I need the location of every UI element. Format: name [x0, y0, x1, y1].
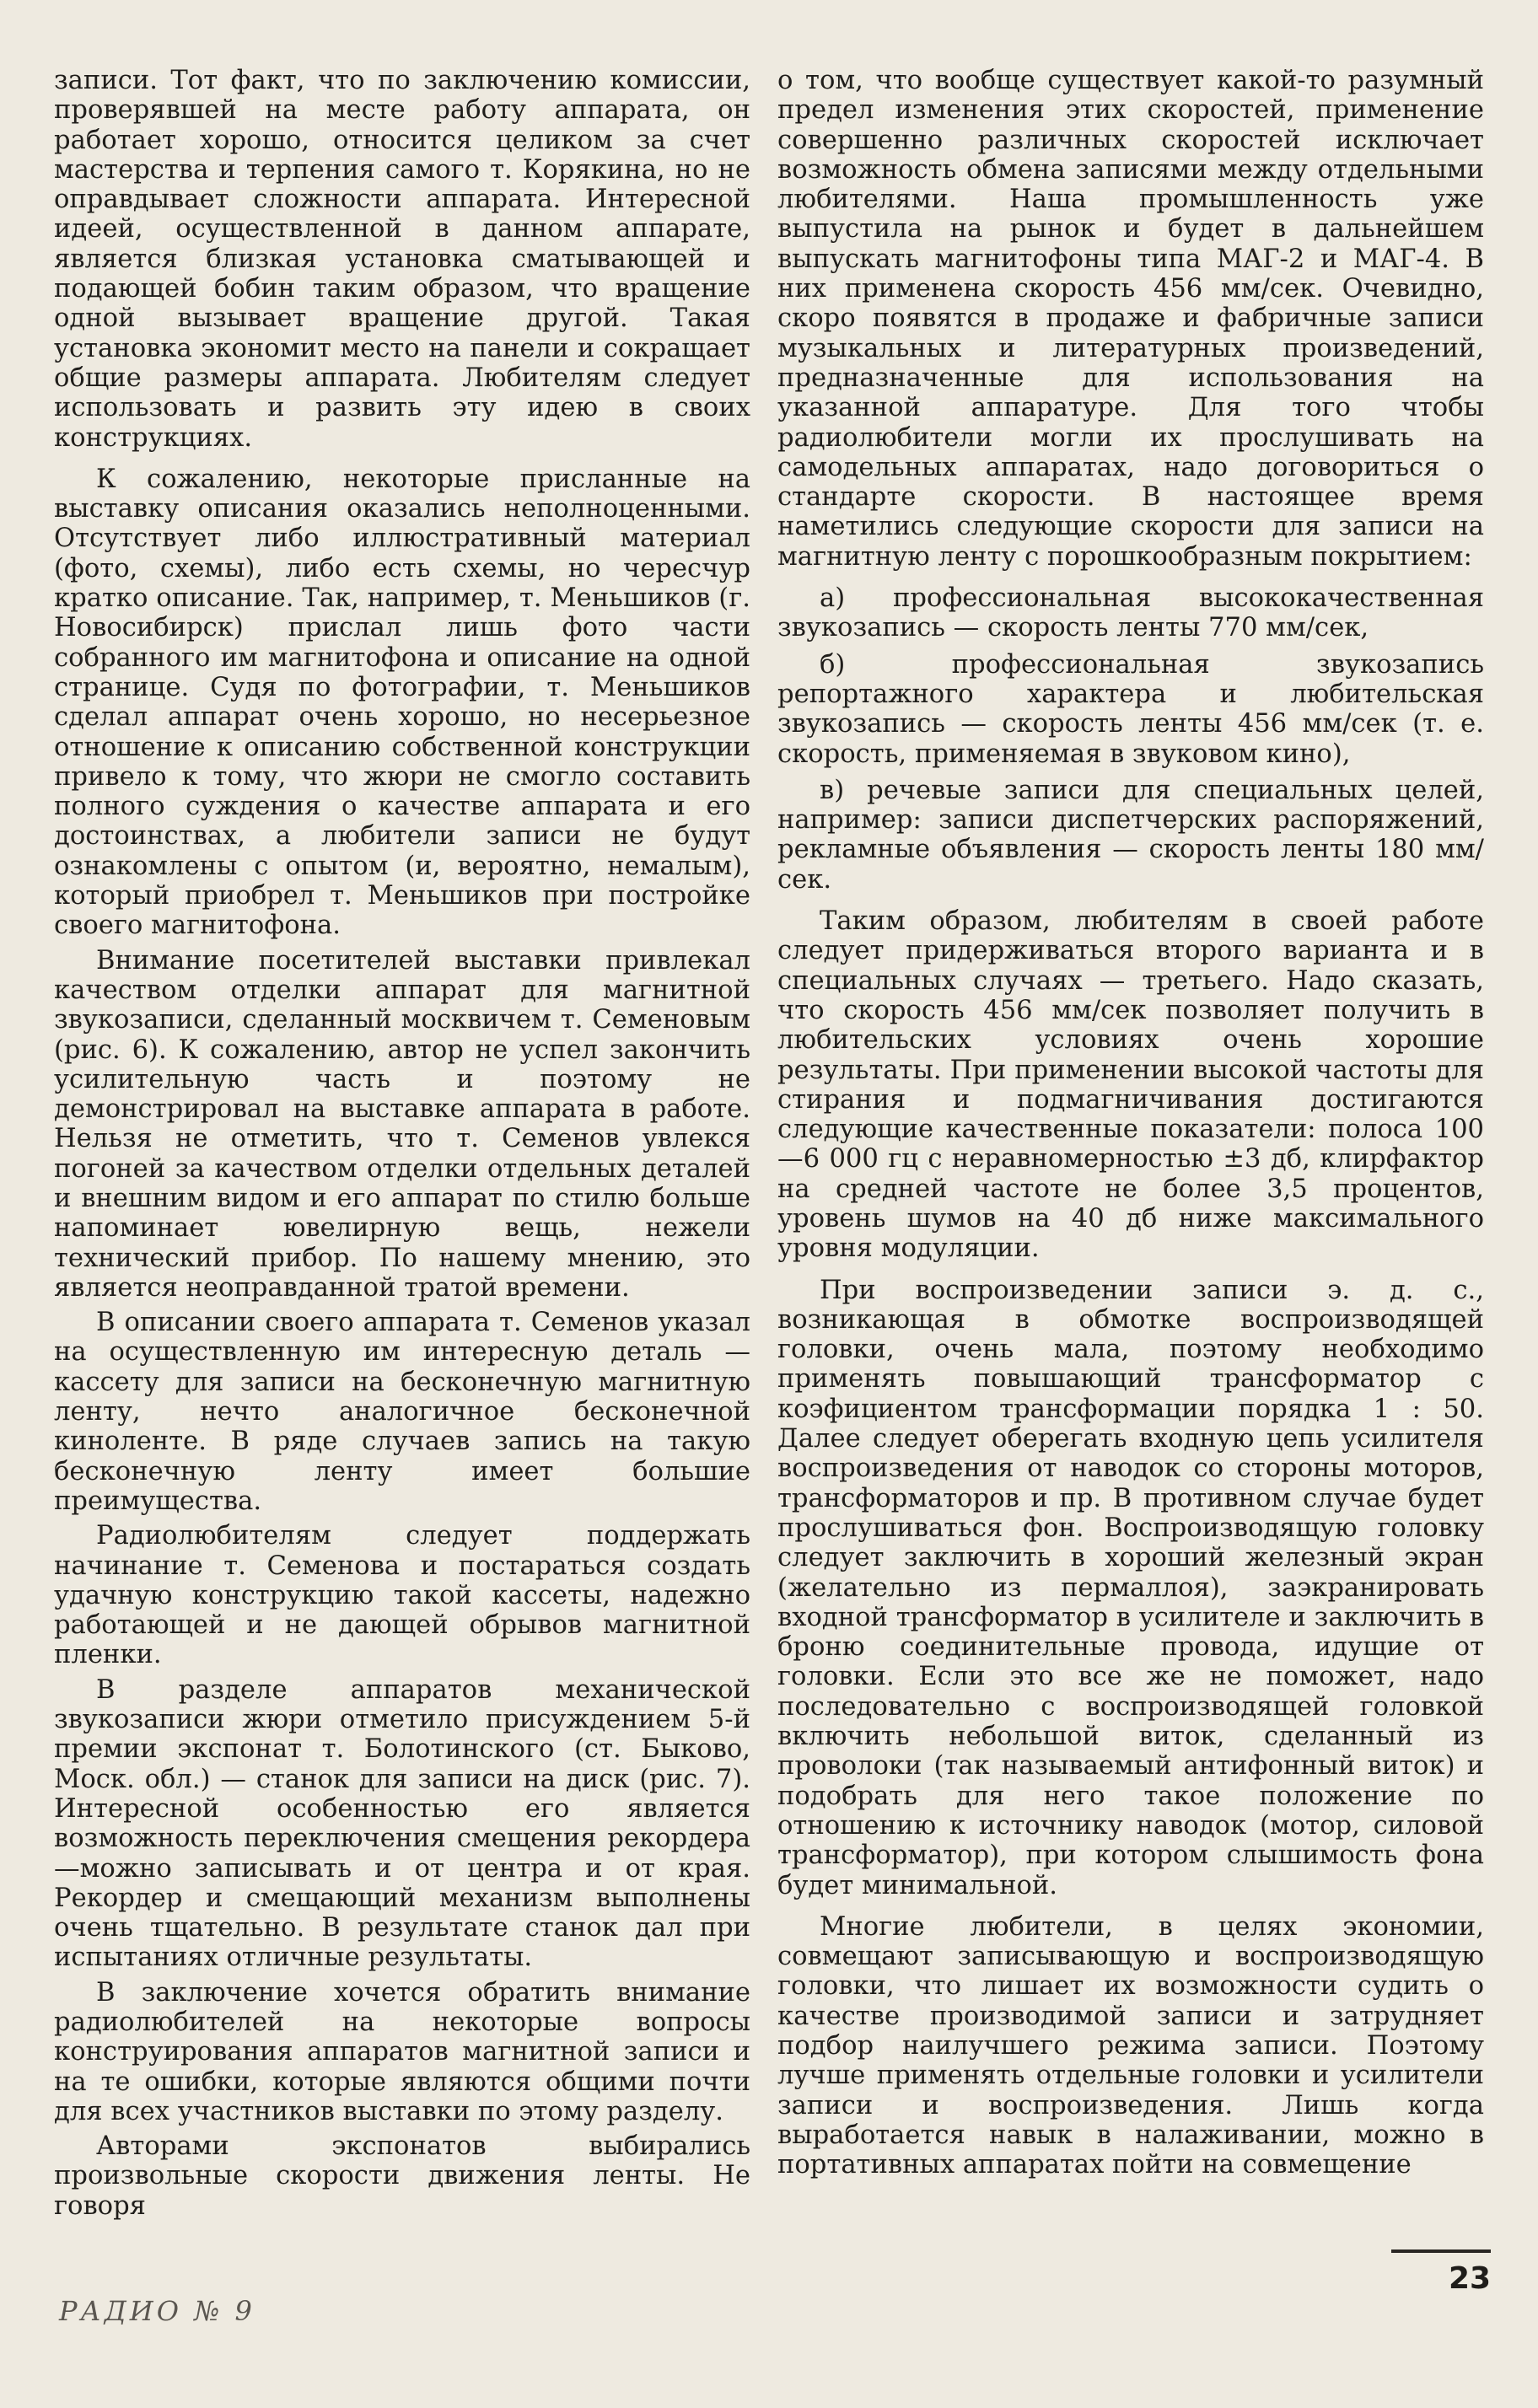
page-number: 23 — [1449, 2261, 1492, 2296]
list-item: в) речевые записи для специальных целей, например: записи диспетчерских распоряжений, рекламные объявления — скорость ленты 180 мм/сек. — [777, 775, 1484, 895]
page-number-rule — [1391, 2249, 1491, 2253]
paragraph: К сожалению, некоторые присланные на выставку описания оказались неполноценными. Отсутствует либо иллюстративный материал (фото, схемы), либо есть схемы, но чересчур кратко описание. Так, например, т. Меньшиков (г. Новосибирск) прислал лишь фото части собранного им магнитофона и описание на одной странице. Судя по фотографии, т. Меньшиков сделал аппарат очень хорошо, но несерьезное отношение к описанию собственной конструкции привело к тому, что жюри не смогло составить полного суждения о качестве аппарата и его достоинствах, а любители записи не будут ознакомлены с опытом (и, вероятно, немалым), который приобрел т. Меньшиков при постройке своего магнитофона. — [54, 464, 750, 941]
paragraph: Внимание посетителей выставки привлекал качеством отделки аппарат для магнитной звукозаписи, сделанный москвичем т. Семеновым (рис. 6). К сожалению, автор не успел закончить усилительную часть и поэтому не демонстрировал на выставке аппарата в работе. Нельзя не отметить, что т. Семенов увлекся погоней за качеством отделки отдельных деталей и внешним видом и его аппарат по стилю больше напоминает ювелирную вещь, нежели технический прибор. По нашему мнению, это является неоправданной тратой времени. — [54, 945, 750, 1303]
paragraph: В заключение хочется обратить внимание радиолюбителей на некоторые вопросы конструирования аппаратов магнитной записи и на те ошибки, которые являются общими почти для всех участников выставки по этому разделу. — [54, 1977, 750, 2126]
paragraph: Авторами экспонатов выбирались произвольные скорости движения ленты. Не говоря — [54, 2131, 750, 2221]
paragraph: При воспроизведении записи э. д. с., возникающая в обмотке воспроизводящей головки, очень мала, поэтому необходимо применять повышающий трансформатор с коэфициентом трансформации порядка 1 : 50. Далее следует оберегать входную цепь усилителя воспроизведения от наводок со стороны моторов, трансформаторов и пр. В противном случае будет прослушиваться фон. Воспроизводящую головку следует заключить в хороший железный экран (желательно из пермаллоя), заэкранировать входной трансформатор в усилителе и заключить в броню соединительные провода, идущие от головки. Если это все же не поможет, надо последовательно с воспроизводящей головкой включить небольшой виток, сделанный из проволоки (так называемый антифонный виток) и подобрать для него такое положение по отношению к источнику наводок (мотор, силовой трансформатор), при котором слышимость фона будет минимальной. — [777, 1275, 1484, 1900]
paragraph: В описании своего аппарата т. Семенов указал на осуществленную им интересную деталь — кассету для записи на бесконечную магнитную ленту, нечто аналогичное бесконечной киноленте. В ряде случаев запись на такую бесконечную ленту имеет большие преимущества. — [54, 1308, 750, 1516]
left-column — [54, 66, 750, 2226]
paragraph: Многие любители, в целях экономии, совмещают записывающую и воспроизводящую головки, что лишает их возможности судить о качестве производимой записи и затрудняет подбор наилучшего режима записи. Поэтому лучше применять отдельные головки и усилители записи и воспроизведения. Лишь когда выработается навык в налаживании, можно в портативных аппаратах пойти на совмещение — [777, 1911, 1484, 2180]
paragraph: В разделе аппаратов механической звукозаписи жюри отметило присуждением 5-й премии экспонат т. Болотинского (ст. Быково, Моск. обл.) — станок для записи на диск (рис. 7). Интересной особенностью его является возможность переключения смещения рекордера—можно записывать и от центра и от края. Рекордер и смещающий механизм выполнены очень тщательно. В результате станок дал при испытаниях отличные результаты. — [54, 1674, 750, 1973]
paragraph: Таким образом, любителям в своей работе следует придерживаться второго варианта и в специальных случаях — третьего. Надо сказать, что скорость 456 мм/сек позволяет получить в любительских условиях очень хорошие результаты. При применении высокой частоты для стирания и подмагничивания достигаются следующие качественные показатели: полоса 100—6 000 гц с неравномерностью ±3 дб, клирфактор на средней частоте не более 3,5 процентов, уровень шумов на 40 дб ниже максимального уровня модуляции. — [777, 906, 1484, 1264]
list-item: б) профессиональная звукозапись репортажного характера и любительская звукозапись — скорость ленты 456 мм/сек (т. е. скорость, применяемая в звуковом кино), — [777, 649, 1484, 769]
list-item: а) профессиональная высококачественная звукозапись — скорость ленты 770 мм/сек, — [777, 583, 1484, 643]
paragraph: записи. Тот факт, что по заключению комиссии, проверявшей на месте работу аппарата, он работает хорошо, относится целиком за счет мастерства и терпения самого т. Корякина, но не оправдывает сложности аппарата. Интересной идеей, осуществленной в данном аппарате, является близкая установка сматывающей и подающей бобин таким образом, что вращение одной вызывает вращение другой. Такая установка экономит место на панели и сокращает общие размеры аппарата. Любителям следует использовать и развить эту идею в своих конструкциях. — [54, 66, 750, 453]
right-column — [777, 66, 1484, 2185]
paragraph: Радиолюбителям следует поддержать начинание т. Семенова и постараться создать удачную конструкцию такой кассеты, надежно работающей и не дающей обрывов магнитной пленки. — [54, 1521, 750, 1670]
paragraph: о том, что вообще существует какой-то разумный предел изменения этих скоростей, применение совершенно различных скоростей исключает возможность обмена записями между отдельными любителями. Наша промышленность уже выпустила на рынок и будет в дальнейшем выпускать магнитофоны типа МАГ-2 и МАГ-4. В них применена скорость 456 мм/сек. Очевидно, скоро появятся в продаже и фабричные записи музыкальных и литературных произведений, предназначенные для использования на указанной аппаратуре. Для того чтобы радиолюбители могли их прослушивать на самодельных аппаратах, надо договориться о стандарте скорости. В настоящее время наметились следующие скорости для записи на магнитную ленту с порошкообразным покрытием: — [777, 66, 1484, 572]
magazine-footer: РАДИО № 9 — [59, 2295, 255, 2327]
